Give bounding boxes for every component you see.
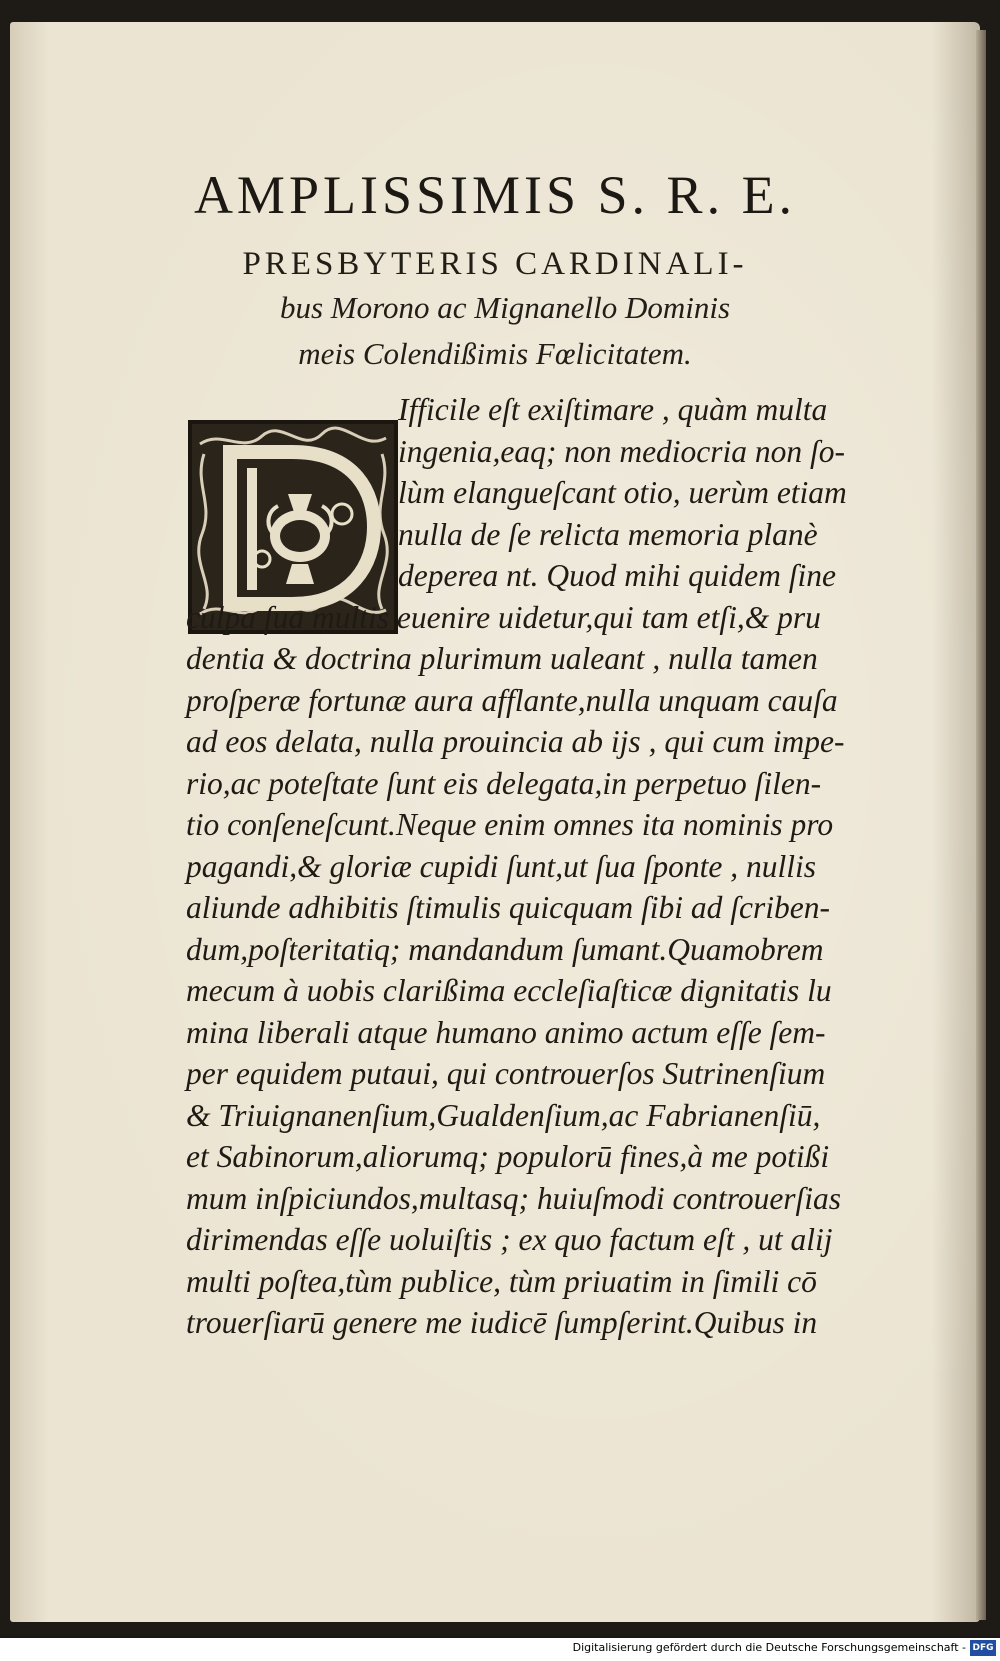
text-line: nulla de ſe relicta memoria planè — [398, 516, 818, 552]
text-line: dentia & doctrina plurimum ualeant , nulla tamen — [186, 641, 818, 676]
text-line: Ifficile eſt exiſtimare , quàm multa — [398, 392, 828, 427]
text-line: per equidem putaui, qui controuerſos Sutrinenſium — [186, 1056, 826, 1091]
text-line: pagandi,& gloriæ cupidi ſunt,ut ſua ſponte , nullis — [186, 848, 817, 884]
text-line: trouerſiarū genere me iudicē ſumpſerint.Quibus in — [186, 1305, 818, 1340]
dedication-line-2: meis Colendißimis Fœlicitatem. — [298, 336, 692, 371]
text-line: dirimendas eſſe uoluiſtis ; ex quo factum eſt , ut alij — [186, 1222, 833, 1257]
text-line: et Sabinorum,aliorumq; populorū fines,à me potißi — [186, 1139, 830, 1174]
page-title: AMPLISSIMIS S. R. E. — [193, 165, 797, 225]
text-line: mina liberali atque humano animo actum eſſe ſem- — [186, 1014, 826, 1050]
text-line: mum inſpiciundos,multasq; huiuſmodi controuerſias — [186, 1180, 842, 1216]
text-line: proſperæ fortunæ aura afflante,nulla unquam cauſa — [186, 682, 838, 718]
page-subtitle: PRESBYTERIS CARDINALI- — [242, 246, 748, 282]
text-line: mecum à uobis clarißima eccleſiaſticæ dignitatis lu — [186, 973, 832, 1008]
text-line: multi poſtea,tùm publice, tùm priuatim in ſimili cō — [186, 1263, 817, 1299]
text-line: ad eos delata, nulla prouincia ab ijs , qui cum impe- — [186, 724, 845, 759]
text-line: ingenia,eaq; non mediocria non ſo- — [398, 433, 846, 469]
dfg-logo-icon: DFG — [970, 1640, 996, 1656]
text-line: aliunde adhibitis ſtimulis quicquam ſibi ad ſcriben- — [186, 890, 830, 925]
text-line: & Triuignanenſium,Gualdenſium,ac Fabrianenſiū, — [186, 1097, 821, 1133]
footer-bar — [0, 1638, 1000, 1661]
text-line: rio,ac poteſtate ſunt eis delegata,in perpetuo ſilen- — [186, 765, 822, 801]
text-line: culpa ſua multis euenire uidetur,qui tam etſi,& pru — [186, 599, 821, 635]
text-line: tio conſeneſcunt.Neque enim omnes ita nominis pro — [186, 807, 834, 842]
text-line: lùm elangueſcant otio, uerùm etiam — [398, 475, 847, 510]
footer-credit: Digitalisierung gefördert durch die Deutsche Forschungsgemeinschaft - — [572, 1641, 966, 1654]
text-line: dum,poſteritatiq; mandandum ſumant.Quamobrem — [186, 931, 824, 967]
dedication-line-1: bus Morono ac Mignanello Dominis — [279, 290, 731, 325]
text-line: deperea nt. Quod mihi quidem ſine — [398, 558, 837, 593]
